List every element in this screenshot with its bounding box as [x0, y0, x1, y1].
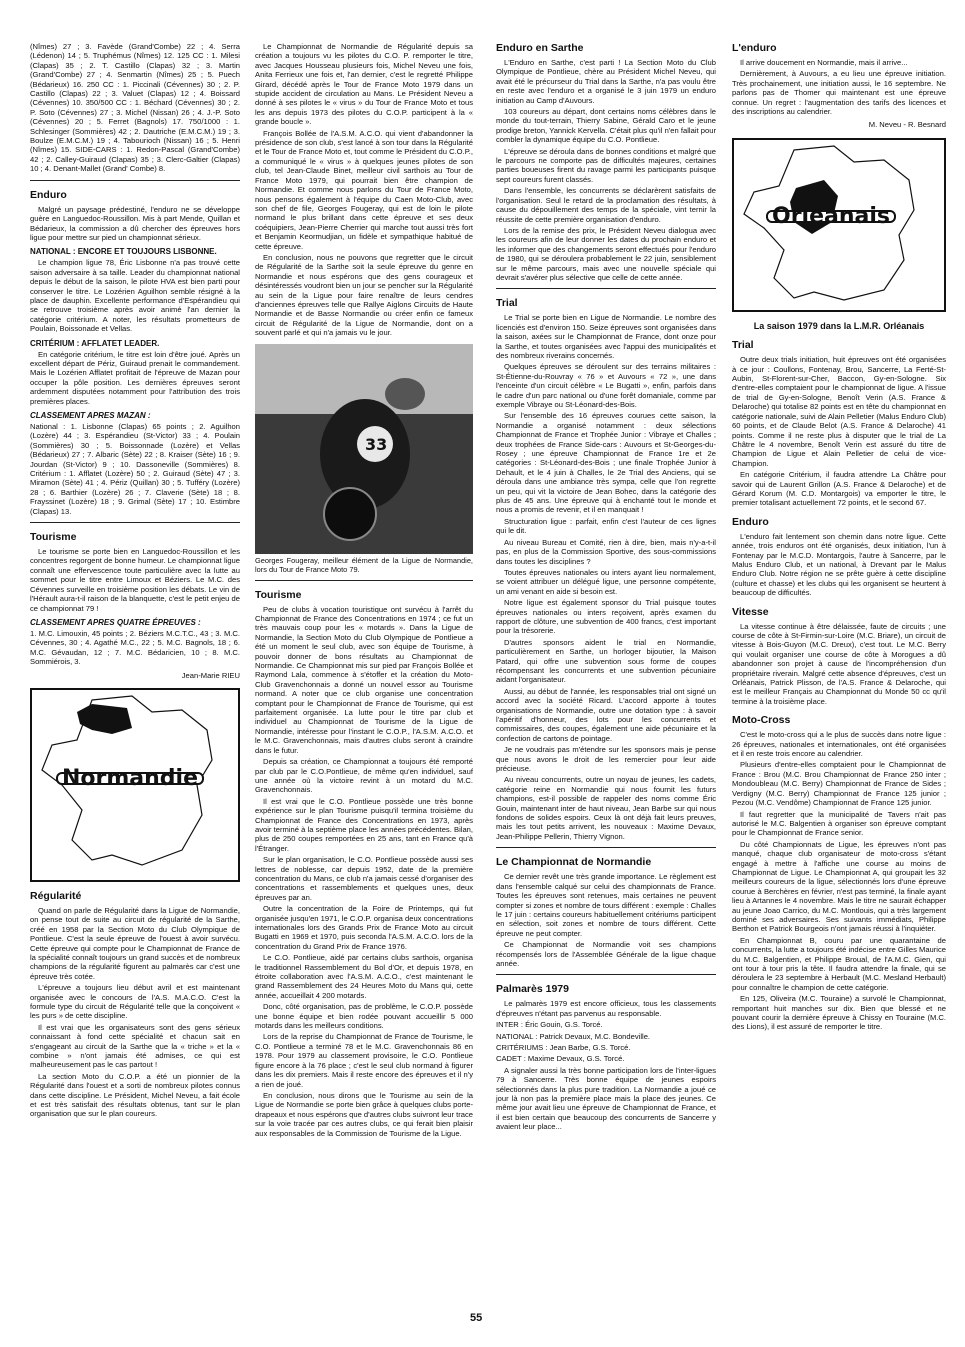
- divider: [496, 974, 716, 975]
- signature: M. Neveu - R. Besnard: [868, 120, 946, 130]
- section-title-motocross: Moto-Cross: [732, 714, 791, 727]
- orleanais-map: [732, 138, 946, 312]
- subsection-title-criterium: CRITÉRIUM : AFFLATET LEADER.: [30, 338, 160, 348]
- paragraph: La vitesse continue à être délaissée, faute de circuits ; une course de côte à St-Firmin-sur-Loire (M.C. Briare), un circuit de vitesse à Bois-Guyon (M.C. Dreux), c'est tout. Le M.C. Berry qui voulait organiser une course de côte à Morogues a dû abandonner son projet à cause de l'incompréhension d'un propriétaire riverain. Malgré cette absence d'épreuves, c'est un Orléanais, Patrick Plisson, de l'A.S. France & Delaroche, qui est le meilleur Français au Championnat du Monde 50 cc qu'il termine à la troisième place.: [732, 621, 946, 706]
- section-title-tourisme: Tourisme: [30, 531, 77, 544]
- paragraph: Toutes épreuves nationales ou inters ayant lieu normalement, se voient attribuer un délégué ligue, une personne compétente, un ami venant en aide si besoin est.: [496, 567, 716, 596]
- paragraph: Dernièrement, à Auvours, a eu lieu une épreuve initiation. Très prochainement, une initiation aussi, le 16 septembre. Ne parlons pas de Thomer qui maintenant est une épreuve connue. Un regret : l'augmentation des tarifs des licences et des inscriptions au calendrier.: [732, 69, 946, 117]
- paragraph: La section Moto du C.O.P. a été un pionnier de la Régularité dans l'ouest et a sorti de nombreux pilotes connus dans cette discipline. Le Président, Michel Neveu, a fait école et est très satisfait des résultats obtenus, tant sur le plan organisation que sur le plan coureurs.: [30, 1071, 240, 1119]
- paragraph: En catégorie critérium, le titre est loin d'être joué. Après un excellent départ de Périz, Guiraud prenait le commandement. Mais le Lozérien Afflatet profitait de l'épreuve de Mazan pour occuper la pôle position. Les dernières épreuves seront ardemment disputées notamment pour l'attribution des trois premières places.: [30, 349, 240, 406]
- svg-text:33: 33: [365, 434, 388, 454]
- paragraph: Au niveau concurrents, outre un noyau de jeunes, les cadets, catégorie reine en Normandie qui nous fournit les futurs champions, est-il possible de rappeler des noms comme Éric Gouin, maintenant inter de haut niveau, Jean Barbe sur qui nous fondons de solides espoirs. Ceux là ont déjà fait leurs preuves, mais les tout petits arrivent, les nouveaux : Maxime Devaux, Jean-Philippe Pellerin, Thierry Vignon.: [496, 775, 716, 841]
- paragraph: Lors de la reprise du Championnat de France de Tourisme, le C.O. Pontlieue a terminé 78 et le M.C. Gravenchonnais 86 en 1978. Pour 1979 au classement provisoire, le C.O. Pontlieue figure encore à la 76 place ; c'est le seul club normand à figurer dans les dix premiers. Mais il reste encore des épreuves et il n'y a rien de joué.: [255, 1032, 473, 1089]
- photo-caption: Georges Fougeray, meilleur élément de la Ligue de Normandie, lors du Tour de France Moto 79.: [255, 555, 473, 574]
- paragraph: Du côté Championnats de Ligue, les épreuves n'ont pas manqué, chaque club organisateur de moto-cross s'étant engagé à mettre à l'affiche une course au moins de Championnat de Ligue. Le Championnat A, qui groupait les 32 meilleurs coureurs de la ligue, sélectionnés lors d'une épreuve courue à Berchères en février, n'est pas terminé, la finale ayant lieu à Artannes le 4 novembre. Mais le titre ne saurait échapper au jeune Joao Carrico, du M.C. Montlouis, qui a très largement dominé ses adversaires. Ses suivants immédiats, Philippe Berthon et Patrick Bourgeois n'ont jamais réussi à l'inquiéter.: [732, 839, 946, 934]
- paragraph: Lors de la remise des prix, le Président Neveu dialogua avec les coureurs afin de leur donner les dates du prochain enduro et les informer que des changements seront effectués pour l'enduro de 1980, qui se déroulera probablement le 22 juin, sensiblement sur le même parcours, mais avec une nouvelle spéciale qui devrait s'avérer plus sélective que celle de cette année.: [496, 225, 716, 282]
- paragraph: Donc, côté organisation, pas de problème, le C.O.P. possède une bonne équipe et bien rodée pouvant accueillir 5 000 motards dans les meilleurs conditions.: [255, 1002, 473, 1031]
- results-intro: (Nîmes) 27 ; 3. Favède (Grand'Combe) 22 ; 4. Serra (Lédenon) 14 ; 5. Truphémus (Nîmes) 12. 125 CC : 1. Milesi (Clapas) 35 ; 2. T. Castillo (Clapas) 32 ; 3. Martin (Grand'Combe) 27 ; 4. Senmartin (Nîmes) 25 ; 5. Puech (Bédarieux) 16. 250 CC : 1. Piccinali (Cévennes) 30 ; 2. P. Castillo (Clapas) 22 ; 3. Valuet (Clapas) 12 ; 4. Boissard (Cévennes) 10. 350/500 CC : 1. Béchard (Cévennes) 30 ; 2. P. Soto (Cévennes) 27 ; 3. Michel (Nissan) 26 ; 4. J.-P. Soto (Cévennes) 20 ; 5. Ferret (Bagnols) 17. 750/1000 : 1. Schlesinger (Sommières) 42 ; 2. Dautriche (E.M.C.M.) 19 ; 3. Boulze (E.M.C.M.) 19 ; 4. Tabourioch (Nissan) 16 ; 5. Henri (Nîmes) 15. SIDE-CARS : 1. Redon-Pascal (Grand'Combe) 42 ; 2. Calley-Guiraud (Clapas) 35 ; 3. Clerc-Galtier (Clapas) 10 ; 4. Denant-Mallet (Grand' Combe) 8.: [30, 42, 240, 174]
- paragraph: L'épreuve a toujours lieu début avril et est maintenant organisée avec le concours de l'A.S. M.A.C.O. C'est la formule type du circuit de Régularité telle que la conçoivent « les purs » de cette discipline.: [30, 983, 240, 1021]
- palmares-cadet: CADET : Maxime Devaux, G.S. Torcé.: [496, 1054, 625, 1064]
- motorcycle-race-photo: [255, 344, 473, 554]
- section-title-lenduro: L'enduro: [732, 42, 777, 54]
- paragraph: En Championnat B, couru par une quarantaine de concurrents, la lutte a toujours été indécise entre Gilles Maurice du M.C. Balgentien, et Philippe Broual, de l'A.M.C. Gien, qui ont tour à tour pris la tête. Il faudra attendre la finale, qui se déroulera le 23 septembre à Herbault (M.C. Mesland Herbault) pour connaître le champion de cette catégorie.: [732, 935, 946, 992]
- normandie-map: [30, 688, 240, 882]
- motorcycle-photo-icon: [255, 344, 473, 554]
- column-4: [732, 42, 946, 1034]
- paragraph: Notre ligue est également sponsor du Trial puisque toutes épreuves nationales ou inters reçoivent, après examen du rapport de clôture, une subvention de 400 francs, c'est important pour la trésorerie.: [496, 598, 716, 636]
- subsection-title-national: NATIONAL : ENCORE ET TOUJOURS LISBONNE.: [30, 247, 217, 257]
- paragraph: Dans l'ensemble, les concurrents se déclarèrent satisfaits de l'organisation. Seul le retard de la proclamation des résultats, à cause du dépouillement des temps de la spéciale, vint ternir la réussite de cette première organisation d'enduro.: [496, 186, 716, 224]
- column-3: [496, 42, 716, 1134]
- paragraph: 1. M.C. Limouxin, 45 points ; 2. Béziers M.C.T.C., 43 ; 3. M.C. Cévennes, 30 ; 4. Agathé M.C., 22 ; 5. M.C. Bagnols, 18 ; 6. M.C. Gévaudan, 12 ; 7. M.C. Bédaricien, 10 ; 8. M.C. Sommiérois, 3.: [30, 628, 240, 667]
- paragraph: L'enduro fait lentement son chemin dans notre ligue. Cette année, trois enduros ont été organisés, deux initiation, l'un à Fontenay par le M.C.D. Montargois, l'autre à Sancerre, par le Malus Enduro Club, et un national, à Drevant par le Malus Enduro Club. Notre région ne se prête guère à cette discipline (culture et chasse) et les clubs qui les organisent se heurtent à beaucoup de difficultés.: [732, 531, 946, 598]
- paragraph: L'épreuve se déroula dans de bonnes conditions et malgré que le parcours ne comporte pas de difficultés majeures, certaines parties boueuses firent du ravage parmi les participants puisque sept coureurs furent classés.: [496, 146, 716, 184]
- page-number: 55: [470, 1312, 483, 1324]
- subsection-title-quatre: CLASSEMENT APRES QUATRE ÉPREUVES :: [30, 617, 201, 627]
- paragraph: Il est vrai que le C.O. Pontlieue possède une très bonne expérience sur le plan Tourisme puisqu'il termina troisième du Championnat de France des Concentrations en 1973, après avoir terminé à la septième place les années précédentes. Bilan, plus de 250 coupes remportées en 25 ans, tant en France qu'à l'Étranger.: [255, 796, 473, 853]
- section-title-vitesse: Vitesse: [732, 605, 769, 618]
- paragraph: Le palmarès 1979 est encore officieux, tous les classements d'épreuves n'étant pas parvenus au responsable.: [496, 999, 716, 1018]
- paragraph: Le tourisme se porte bien en Languedoc-Roussillon et les concentres regorgent de bonne humeur. Le championnat ligue connaît une effervescence toute particulière avec la lutte au sommet pour le titre entre Limoux et Béziers. Le M.C. des Cévennes surveille en troisième position les débats. Le vin de l'Hérault aura-t-il raison de la blanquette, c'est le petit enjeu de ce championnat 79 !: [30, 547, 240, 613]
- paragraph: En conclusion, nous ne pouvons que regretter que le circuit de Régularité de la Sarthe soit la seule épreuve du genre en Normandie et nous espérons que des gens courageux et désintéressés voudront bien un jour se pencher sur la Régularité au sein de la Ligue pour faire renaître de leurs cendres d'anciennes épreuves telle que Rallye Aiglons Circuits de Haute Normandie et de Basse Normandie ou créer enfin ce fameux circuit de Régularité de la Ligue de Normandie, dont on a souvent parlé et qui n'a jamais vu le jour.: [255, 252, 473, 338]
- column-2: [255, 42, 473, 1140]
- paragraph: Il faut regretter que la municipalité de Tavers n'ait pas autorisé le M.C. Balgentien à organiser son épreuve comptant pour le Championnat de France senior.: [732, 809, 946, 838]
- paragraph: Il est vrai que les organisateurs sont des gens sérieux connaissant à fond cette spécialité et chacun sait en s'engageant au circuit de la Sarthe que la « triche » et la « combine » n'ont jamais été admises, ce qui est malheureusement pas le cas partout !: [30, 1022, 240, 1070]
- paragraph: Au niveau Bureau et Comité, rien à dire, bien, mais n'y-a-t-il pas, en plus de la Commission Sportive, des sous-commissions dans toutes les disciplines ?: [496, 537, 716, 566]
- signature: Jean-Marie RIEU: [181, 670, 240, 680]
- paragraph: National : 1. Lisbonne (Clapas) 65 points ; 2. Aguilhon (Lozère) 44 ; 3. Espérandieu (St-Victor) 33 ; 4. Poulain (Sommières) 30 ; 5. Boissonnade (Lozère) et Vellas (Bédarieux) 27 ; 7. Albaric (Sète) 22 ; 8. Kraiser (Sète) 16 ; 9. Jourdan (St-Victor) 9 ; 10. Dassoneville (Sommières) 8. Critérium : 1. Afflatet (Lozère) 50 ; 2. Guiraud (Sète) 47 ; 3. Miramon (Sète) 41 ; 4. Périz (Quillan) 30 ; 5. Tufféry (Lozère) 28 ; 6. Barthier (Lozère) 26 ; 7. Claverie (Sète) 18 ; 8. Frayssinet (Lozère) 18 ; 9. Grimal (Sète) 17 ; 10. Estimbre (Clapas) 13.: [30, 422, 240, 516]
- divider: [30, 522, 240, 523]
- paragraph: Ce dernier revêt une très grande importance. Le règlement est dans l'ensemble calqué sur celui des championnats de France. Toutes les épreuves sont retenues, mais certaines ne peuvent compter si zones et nombre de tours différent : exemple : Challes le 17 juin : certains coureurs habituellement critériums participent en sélection, soit zones et nombre de tours différent. Cette épreuve ne peut compter.: [496, 872, 716, 938]
- section-title-regularite: Régularité: [30, 889, 82, 902]
- paragraph: En 125, Oliveira (M.C. Touraine) a survolé le Championnat, remportant huit manches sur dix. Bien que blessé et ne pouvant courir la dernière épreuve à Chissy en Touraine (M.C. des Lions), il est assuré de remporter le titre.: [732, 994, 946, 1032]
- paragraph: Structuration ligue : parfait, enfin c'est l'auteur de ces lignes qui le dit.: [496, 516, 716, 536]
- paragraph: Peu de clubs à vocation touristique ont survécu à l'arrêt du Championnat de France des Concentrations en 1974 ; ce fut un très mauvais coup pour les « motards ». Dans la Ligue de Normandie, la Section Moto du Club Olympique de Pontlieue a été un moment le seul club, avec son équipe de Tourisme, à pouvoir donner de bons résultats au Championnat de Normandie. Ce Championnat mis sur pied par François Bollée et Raymond Lala, commence à s'étoffer et la création du Moto-Club Gravenchonnais a donné un nouvel essor au Tourisme normand. A noter que ce club organise une concentration comptant pour le Championnat de France de Tourisme, qui est parfaitement organisée. La lutte pour le titre par club et individuel au Championnat de Tourisme de la Ligue de Normandie, intéresse pour l'instant le C.O.P., l'A.S.M. A.C.O. et le M.C. Gravenchonnais, mais d'autres clubs seront à craindre dans le futur.: [255, 604, 473, 755]
- paragraph: Outre deux trials initiation, huit épreuves ont été organisées à ce jour : Coullons, Fontenay, Brou, Sancerre, La Ferté-St-Aubin, St-Florent-sur-Cher, Baccon, Gy-en-Sologne. Six d'entre-elles comptaient pour le championnat de ligue. A l'issue de trial de Gy-en-Sologne, Benoît Verin (A.S. France & Delaroche) qui totalise 82 points est en tête du championnat en catégorie nationale, suivi de Alain Pelletier (Malus Enduro Club) 60 points, et de Claude Belot (A.S. France & Delaroche) 41 points. Comme il ne reste plus à disputer que le trial de La Châtre le 4 novembre, Benoît Verin est assuré du titre de Champion de Ligue et Alain Pelletier de celui de vice-Champion.: [732, 355, 947, 468]
- section-title-enduro: Enduro: [732, 515, 769, 528]
- section-title-championnat: Le Championnat de Normandie: [496, 856, 652, 869]
- paragraph: Plusieurs d'entre-elles comptaient pour le Championnat de France : Brou (M.C. Brou Championnat de France 250 inter ; Mondoubleau (M.C. Berry) Championnat de France de Sides ; Verdigny (M.C. Berry) Championnat de France 125 junior ; Pezou (M.C. Vendôme) Championnat de France 125 junior.: [732, 760, 946, 808]
- paragraph: Quelques épreuves se déroulent sur des terrains militaires : St-Étienne-du-Rouvray « 76 » et Auvours « 72 », une dans l'enceinte d'un circuit célèbre « Le Bugatti », enfin, parfois dans le cadre d'un parc national ou d'une forêt domaniale, comme par exemple Vibraye ou St-Léonard-des-Bois.: [496, 362, 716, 409]
- paragraph: L'Enduro en Sarthe, c'est parti ! La Section Moto du Club Olympique de Pontlieue, chère au Président Michel Neveu, qui avait été le précurseur du Trial dans la Sarthe, n'a pas voulu être en reste avec l'enduro et a organisé le 3 juin 1979 un enduro initiation au Camp d'Auvours.: [496, 58, 716, 105]
- paragraph: Malgré un paysage prédestiné, l'enduro ne se développe guère en Languedoc-Roussillon. Mis à part Mende, Quillan et Bédarieux, la commission a dû chercher des épreuves hors ligue pour mettre sur pied un championnat sérieux.: [30, 204, 240, 242]
- paragraph: Il arrive doucement en Normandie, mais il arrive...: [740, 58, 908, 67]
- palmares-national: NATIONAL : Patrick Devaux, M.C. Bondeville.: [496, 1031, 651, 1041]
- palmares-criteriums: CRITÉRIUMS : Jean Barbe, G.S. Torcé.: [496, 1042, 631, 1052]
- section-title-palmares: Palmarès 1979: [496, 983, 569, 996]
- section-title-enduro-sarthe: Enduro en Sarthe: [496, 42, 584, 54]
- paragraph: Depuis sa création, ce Championnat a toujours été remporté par club par le C.O.Pontlieue, de même qu'en individuel, sauf une année où la victoire revint à un motard du M.C. Gravenchonnais.: [255, 757, 473, 795]
- divider: [496, 847, 716, 848]
- map-label: Normandie: [56, 772, 204, 785]
- paragraph: Je ne voudrais pas m'étendre sur les sponsors mais je pense que nous avons le droit de les remercier pour leur aide précieuse.: [496, 745, 716, 774]
- paragraph: Le C.O. Pontlieue, aidé par certains clubs sarthois, organisa le traditionnel Rassemblement du Bol d'Or, et depuis 1978, en étroite collaboration avec l'A.S.M. A.C.O., c'est maintenant le grand Rassemblement des 24 Heures Moto du Mans qui, cette année, accueillait 4 200 motards.: [255, 953, 473, 1000]
- section-title-enduro: Enduro: [30, 188, 67, 201]
- section-title-trial: Trial: [496, 297, 518, 310]
- paragraph: Sur l'ensemble des 16 épreuves courues cette saison, la Normandie a organisé notamment : deux sélections Championnat de France et Trophée Junior : Vibraye et Challes ; deux trophées de France Side-cars : Auvours et St-Georges-du-Rosey ; une épreuve Championnat de France 1re et 2e catégories : St-Léonard-des-Bois ; une finale Trophée Junior à Dehault, et le 4 juin à Challes, le 2e Trial des Anciens, qui se déroula dans une ambiance très sympa, celle que l'on regrette un peu, qui vit la victoire de Jean Bohec, dans la catégorie des plus de 45 ans. Une épreuve qui à enchanté tout le monde et nous a promis de revenir, et il en manquait !: [496, 411, 716, 515]
- paragraph: A signaler aussi la très bonne participation lors de l'inter-ligues 79 à Sancerre. Très bonne équipe de jeunes espoirs sélectionnés dans la plus pure tradition. La Normandie a joué ce jour là non pas la première place mais la place des jeunes. Ce même jour avait lieu une épreuve de Championnat de France, et il est bien certain que beaucoup des concurrents de Sancerre y avaient leur place...: [496, 1065, 716, 1132]
- divider: [255, 580, 473, 581]
- paragraph: Quand on parle de Régularité dans la Ligue de Normandie, on pense tout de suite au circuit de régularité de la Sarthe, créé en 1958 par la Section Moto du Club Olympique de Pontlieue. C'est la seule épreuve de l'ouest à avoir survécu. Cette épreuve qui compte pour le Championnat de France de la spécialité connaît toujours un grand succès et de nombreux champions de la régularité figurent au palmarès car c'est une épreuve très cotée.: [30, 905, 240, 981]
- paragraph: François Bollée de l'A.S.M. A.C.O. qui vient d'abandonner la présidence de son club, s'est lancé à son tour dans la Régularité et le Tour de France Moto et, tout comme le Président du C.O.P., a communiqué le « virus » à quelques jeunes pilotes de son club, tel Jean-Claude Binet, meilleur civil sarthois au Tour de France Moto 1979, qui pourrait bien être champion de Normandie. Et comme nous parlons du Tour de France Moto, nous pensons également à l'équipe du Caen Moto-Club, avec son chef de file, Georges Fougeray, qui est de loin le pilote normand le plus brillant dans cette épreuve et ses deux coéquipiers, Jean-Pierre Cherrier qui marche tout aussi très fort et Benjamin Keormudjian, un fidèle et sympathique habitué de cette épreuve.: [255, 128, 473, 251]
- paragraph: Aussi, au début de l'année, les responsables trial ont signé un accord avec la société Ricard. L'accord apporte à toutes organisations de Normandie, outre une dotation type : à savoir l'apéritif d'honneur, des lots pour les concurrents et commissaires, des coupes, également une aide pécuniaire et la confection de cartons de pointage.: [496, 686, 716, 743]
- paragraph: Sur le plan organisation, le C.O. Pontlieue possède aussi ses lettres de noblesse, car depuis 1952, date de la première concentration du Mans, ce club n'a jamais cessé d'organiser des concentrations et rassemblements et quelques unes, deux épreuves par an.: [255, 855, 473, 902]
- section-title-trial: Trial: [732, 339, 754, 352]
- paragraph: Outre la concentration de la Foire de Printemps, qui fut organisée jusqu'en 1971, le C.O.P. organisa deux concentrations internationales lors des Grands Prix de France Moto au circuit Bugatti en 1969 et 1970, puis seconda l'A.S.M. A.C.O. lors de la concentration du Grand Prix de France 1976.: [255, 904, 473, 951]
- paragraph: Ce Championnat de Normandie voit ses champions récompensés lors de l'Assemblée Générale de la ligue chaque année.: [496, 940, 716, 968]
- divider: [496, 288, 716, 289]
- palmares-inter: INTER : Éric Gouin, G.S. Torcé.: [496, 1020, 603, 1030]
- paragraph: Le champion ligue 78, Éric Lisbonne n'a pas trouvé cette saison adversaire à sa taille. Leader du championnat national depuis le début de la saison, le pilote HVA est bien parti pour conserver le titre. Le Lozérien Aguilhon semble résigné à la place de dauphin. Excellente performance d'Espérandieu qui se retrouve troisième après avoir animé l'an dernier la catégorie critérium. A noter, les résultats prometteurs de Poulain, Boissonade et Vellas.: [30, 258, 240, 334]
- paragraph: En conclusion, nous dirons que le Tourisme au sein de la Ligue de Normandie se porte bien grâce à quelques clubs porte-drapeaux et nous espérons que d'autres clubs suivront leur trace sur la voie tracée par ces autres clubs, ce qui ferait bien plaisir aux responsables de la Commission de Tourisme de la Ligue.: [255, 1090, 474, 1138]
- paragraph: En catégorie Critérium, il faudra attendre La Châtre pour savoir qui de Laurent Grillon (A.S. France & Delaroche) et de Gérard Korum (M. C.D. Montargois) va emporter le titre, le premier totalisant actuellement 72 points, et le second 67.: [732, 470, 946, 508]
- paragraph: Le Trial se porte bien en Ligue de Normandie. Le nombre des licenciés est d'environ 150. Seize épreuves sont organisées dans la saison, axées sur le Championnat de France, dont onze pour la Sarthe, et toutes organisées avec l'appui des municipalités et des nombreux riverains concernés.: [496, 313, 716, 360]
- paragraph: D'autres sponsors aident le trial en Normandie, particulièrement en Sarthe, un horloger bijoutier, la Maison Patard, qui offre une subvention sous forme de coupes récompensant les concurrents et une subvention pécuniaire aidant l'organisateur.: [496, 637, 716, 685]
- paragraph: Le Championnat de Normandie de Régularité depuis sa création a toujours vu les pilotes du C.O. P. remporter le titre, avec Jacques Housseau plusieurs fois, Michel Neveu une fois, Anita Ferrieux une fois et, l'an dernier, c'est le regretté Philippe Girard, décédé après le Tour de France Moto 1979 dans un stupide accident de circulation au Mans. Le Président Neveu a donné à ses pilotes le « virus » du Tour de France Moto et tous les ans depuis 1973 des pilotes du C.O.P. participent à la « grande boucle ».: [255, 42, 473, 127]
- map-label: Orléanais: [766, 210, 896, 223]
- subsection-title-classement: CLASSEMENT APRES MAZAN :: [30, 411, 151, 420]
- season-title: La saison 1979 dans la L.M.R. Orléanais: [753, 320, 925, 331]
- divider: [30, 180, 240, 181]
- paragraph: C'est le moto-cross qui a le plus de succès dans notre ligue : 26 épreuves, nationales et internationales, ont été organisées et il en reste trois encore au calendrier.: [732, 730, 946, 759]
- column-1: [30, 42, 240, 1121]
- paragraph: 103 coureurs au départ, dont certains noms célèbres dans le monde du tout-terrain, Thierry Sabine, Gérald Caro et le jeune prodige breton, Yannick Kervella. C'était plus qu'il n'en fallait pour combler la dynamique équipe du C.O. Pontlieue.: [496, 107, 716, 145]
- section-title-tourisme: Tourisme: [255, 588, 302, 601]
